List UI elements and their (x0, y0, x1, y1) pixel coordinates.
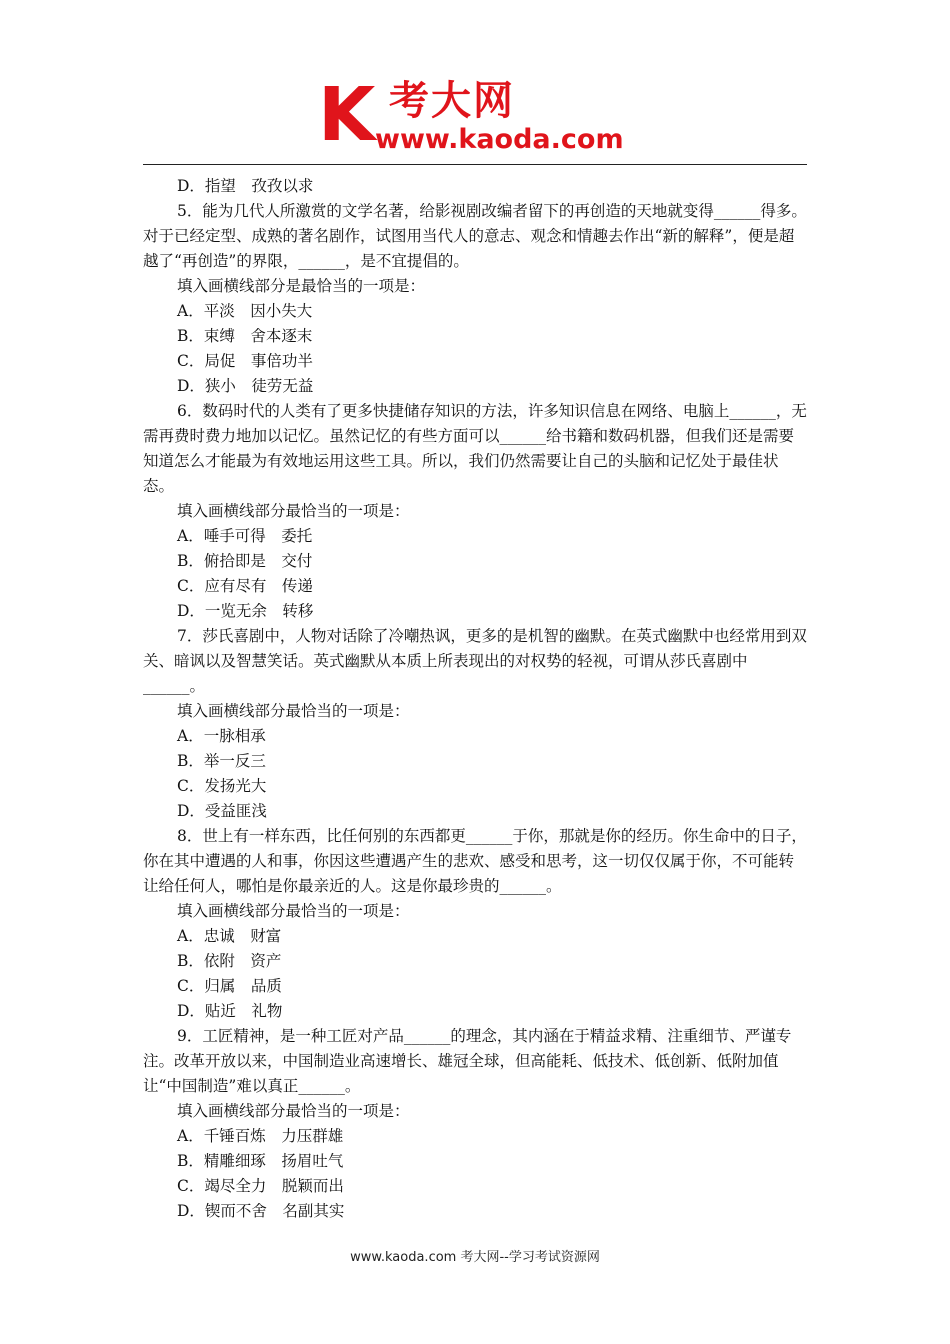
answer-option: A．忠诚 财富 (177, 927, 282, 945)
answer-option: B．举一反三 (177, 752, 266, 770)
question-paragraph: 9．工匠精神，是一种工匠对产品______的理念，其内涵在于精益求精、注重细节、严谨专注。改革开放以来，中国制造业高速增长、雄冠全球，但高能耗、低技术、低创新、低附加值让“中国制造”难以真正______。 (143, 1027, 792, 1095)
answer-option: D．一览无余 转移 (177, 602, 314, 620)
question-paragraph: 5．能为几代人所激赏的文学名著，给影视剧改编者留下的再创造的天地就变得______得多。对于已经定型、成熟的著名剧作，试图用当代人的意志、观念和情趣去作出“新的解释”，便是超越了“再创造”的界限，______，是不宜提倡的。 (143, 202, 807, 270)
answer-option: B．依附 资产 (177, 952, 282, 970)
question-prompt: 填入画横线部分最恰当的一项是： (177, 502, 410, 520)
answer-option: C．发扬光大 (177, 777, 267, 795)
answer-option: A．平淡 因小失大 (177, 302, 313, 320)
page-header (143, 72, 807, 168)
answer-option: B．束缚 舍本逐末 (177, 327, 313, 345)
document-body (143, 174, 807, 1224)
answer-option: A．一脉相承 (177, 727, 266, 745)
answer-option: D．指望 孜孜以求 (177, 177, 314, 195)
answer-option: D．狭小 徒劳无益 (177, 377, 314, 395)
question-prompt: 填入画横线部分最恰当的一项是： (177, 1102, 410, 1120)
answer-option: B．俯拾即是 交付 (177, 552, 313, 570)
answer-option: C．局促 事倍功半 (177, 352, 313, 370)
answer-option: C．竭尽全力 脱颖而出 (177, 1177, 344, 1195)
answer-option: A．唾手可得 委托 (177, 527, 313, 545)
answer-option: C．应有尽有 传递 (177, 577, 313, 595)
question-paragraph: 6．数码时代的人类有了更多快捷储存知识的方法，许多知识信息在网络、电脑上______，无需再费时费力地加以记忆。虽然记忆的有些方面可以______给书籍和数码机器，但我们还是需要知道怎么才能最为有效地运用这些工具。所以，我们仍然需要让自己的头脑和记忆处于最佳状态。 (143, 402, 807, 495)
header-divider (143, 164, 807, 165)
question-paragraph: 8．世上有一样东西，比任何别的东西都更______于你，那就是你的经历。你生命中的日子，你在其中遭遇的人和事，你因这些遭遇产生的悲欢、感受和思考，这一切仅仅属于你，不可能转让给任何人，哪怕是你最亲近的人。这是你最珍贵的______。 (143, 827, 807, 895)
page-footer: www.kaoda.com 考大网--学习考试资源网 (350, 1250, 600, 1265)
question-prompt: 填入画横线部分是最恰当的一项是： (177, 277, 426, 295)
logo-title: 考大网 (389, 78, 515, 124)
question-paragraph: 7．莎氏喜剧中，人物对话除了冷嘲热讽，更多的是机智的幽默。在英式幽默中也经常用到双关、暗讽以及智慧笑话。英式幽默从本质上所表现出的对权势的轻视，可谓从莎氏喜剧中______。 (143, 627, 807, 695)
answer-option: D．受益匪浅 (177, 802, 267, 820)
answer-option: D．贴近 礼物 (177, 1002, 283, 1020)
logo-url: www.kaoda.com (375, 124, 624, 155)
logo-letter: K (318, 72, 374, 158)
answer-option: C．归属 品质 (177, 977, 282, 995)
answer-option: D．锲而不舍 名副其实 (177, 1202, 345, 1220)
answer-option: A．千锤百炼 力压群雄 (177, 1127, 344, 1145)
question-prompt: 填入画横线部分最恰当的一项是： (177, 702, 410, 720)
answer-option: B．精雕细琢 扬眉吐气 (177, 1152, 344, 1170)
question-prompt: 填入画横线部分最恰当的一项是： (177, 902, 410, 920)
